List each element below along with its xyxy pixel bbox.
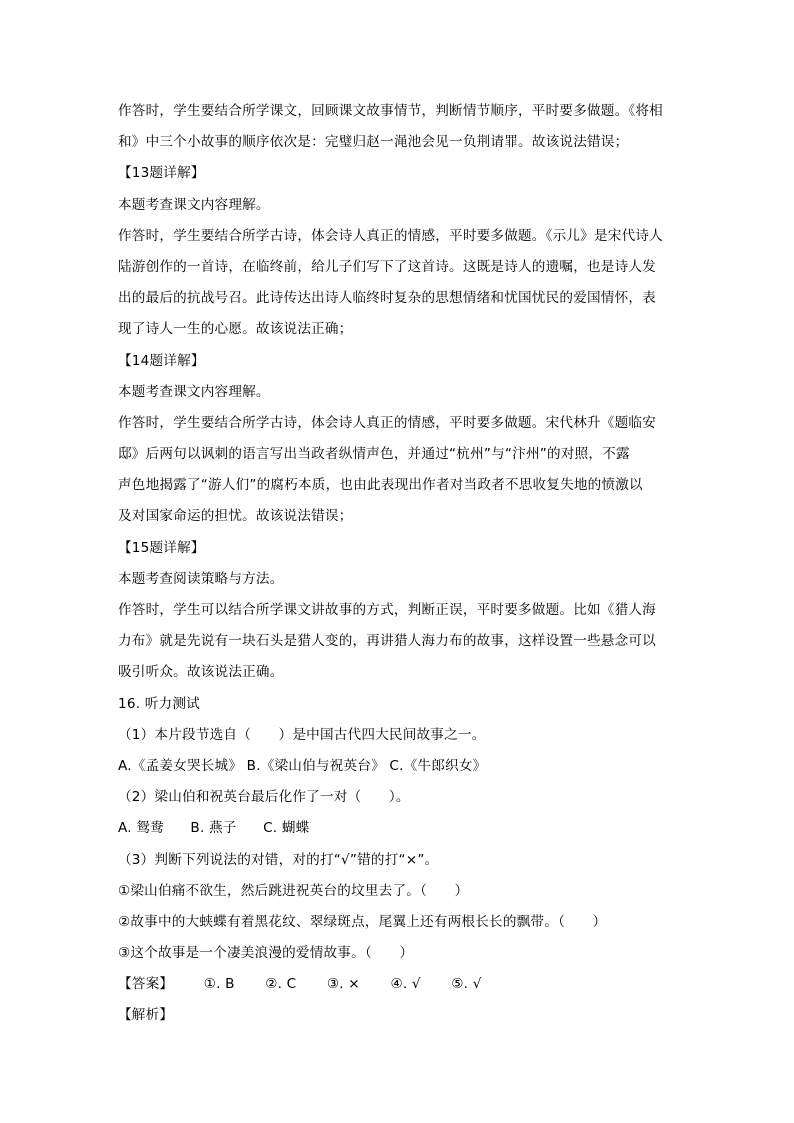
answer-5: ⑤. √ (451, 976, 482, 993)
paragraph-line: 邸》后两句以讽刺的语言写出当政者纵情声色，并通过“杭州”与“汴州”的对照，不露 (118, 446, 630, 463)
option-c: C. 蝴蝶 (263, 820, 310, 837)
paragraph-line: 及对国家命运的担忧。故该说法错误； (118, 508, 353, 525)
paragraph-line: 声色地揭露了“游人们”的腐朽本质，也由此表现出作者对当政者不思收复失地的愤激以 (118, 477, 643, 494)
document-page (118, 99, 678, 1035)
paragraph-line: 陆游创作的一首诗，在临终前，给儿子们写下了这首诗。这既是诗人的遗嘱，也是诗人发 (118, 258, 656, 275)
section-heading-14: 【14题详解】 (118, 352, 205, 369)
paragraph-line: 作答时，学生要结合所学课文，回顾课文故事情节，判断情节顺序，平时要多做题。《将相 (118, 103, 663, 119)
paragraph-line: 吸引听众。故该说法正确。 (118, 664, 284, 681)
section-heading-15: 【15题详解】 (118, 539, 205, 556)
question-16-title: 16. 听力测试 (118, 695, 200, 712)
option-c: C.《牛郎织女》 (389, 757, 487, 774)
statement-3: ③这个故事是一个凄美浪漫的爱情故事。（ ） (118, 945, 414, 962)
option-b: B.《梁山伯与祝英台》 (246, 757, 385, 774)
paragraph-line: 现了诗人一生的心愿。故该说法正确； (118, 321, 353, 338)
paragraph-line: 作答时，学生可以结合所学课文讲故事的方式，判断正误，平时要多做题。比如《猎人海 (118, 602, 656, 618)
statement-2: ②故事中的大蛱蝶有着黑花纹、翠绿斑点，尾翼上还有两根长长的飘带。（ ） (118, 913, 607, 930)
question-16-part-2-options (118, 816, 678, 847)
question-16-part-3: （3）判断下列说法的对错，对的打“√”错的打“×”。 (118, 851, 439, 868)
answer-4: ④. √ (390, 976, 421, 993)
option-b: B. 燕子 (190, 820, 237, 837)
option-a: A.《孟姜女哭长城》 (118, 757, 243, 774)
question-16-part-1: （1）本片段节选自（ ）是中国古代四大民间故事之一。 (118, 726, 486, 743)
section-heading-13: 【13题详解】 (118, 165, 205, 182)
statement-1: ①梁山伯痛不欲生，然后跳进祝英台的坟里去了。（ ） (118, 882, 469, 899)
paragraph-line: 和》中三个小故事的顺序依次是：完璧归赵一渑池会见一负荆请罪。故该说法错误； (118, 134, 629, 151)
paragraph-line: 本题考查阅读策略与方法。 (118, 570, 284, 587)
paragraph-line: 作答时，学生要结合所学古诗，体会诗人真正的情感，平时要多做题。宋代林升《题临安 (118, 414, 656, 431)
answer-2: ②. C (265, 976, 297, 993)
answer-3: ③. × (326, 976, 360, 993)
answer-1: ①. B (203, 976, 235, 993)
paragraph-line: 出的最后的抗战号召。此诗传达出诗人临终时复杂的思想情绪和忧国忧民的爱国情怀，表 (118, 290, 656, 307)
question-16-part-2: （2）梁山伯和祝英台最后化作了一对（ ）。 (118, 789, 410, 806)
paragraph-line: 作答时，学生要结合所学古诗，体会诗人真正的情感，平时要多做题。《示儿》是宋代诗人 (118, 227, 663, 244)
answer-label: 【答案】 (118, 976, 174, 993)
analysis-label: 【解析】 (118, 1007, 174, 1024)
paragraph-line: 力布》就是先说有一块石头是猎人变的，再讲猎人海力布的故事，这样设置一些悬念可以 (118, 633, 656, 650)
answer-row (118, 972, 678, 1003)
question-16-part-1-options (118, 754, 678, 785)
paragraph-line: 本题考查课文内容理解。 (118, 196, 270, 213)
option-a: A. 鸳鸯 (118, 820, 164, 837)
paragraph-line: 本题考查课文内容理解。 (118, 383, 270, 400)
